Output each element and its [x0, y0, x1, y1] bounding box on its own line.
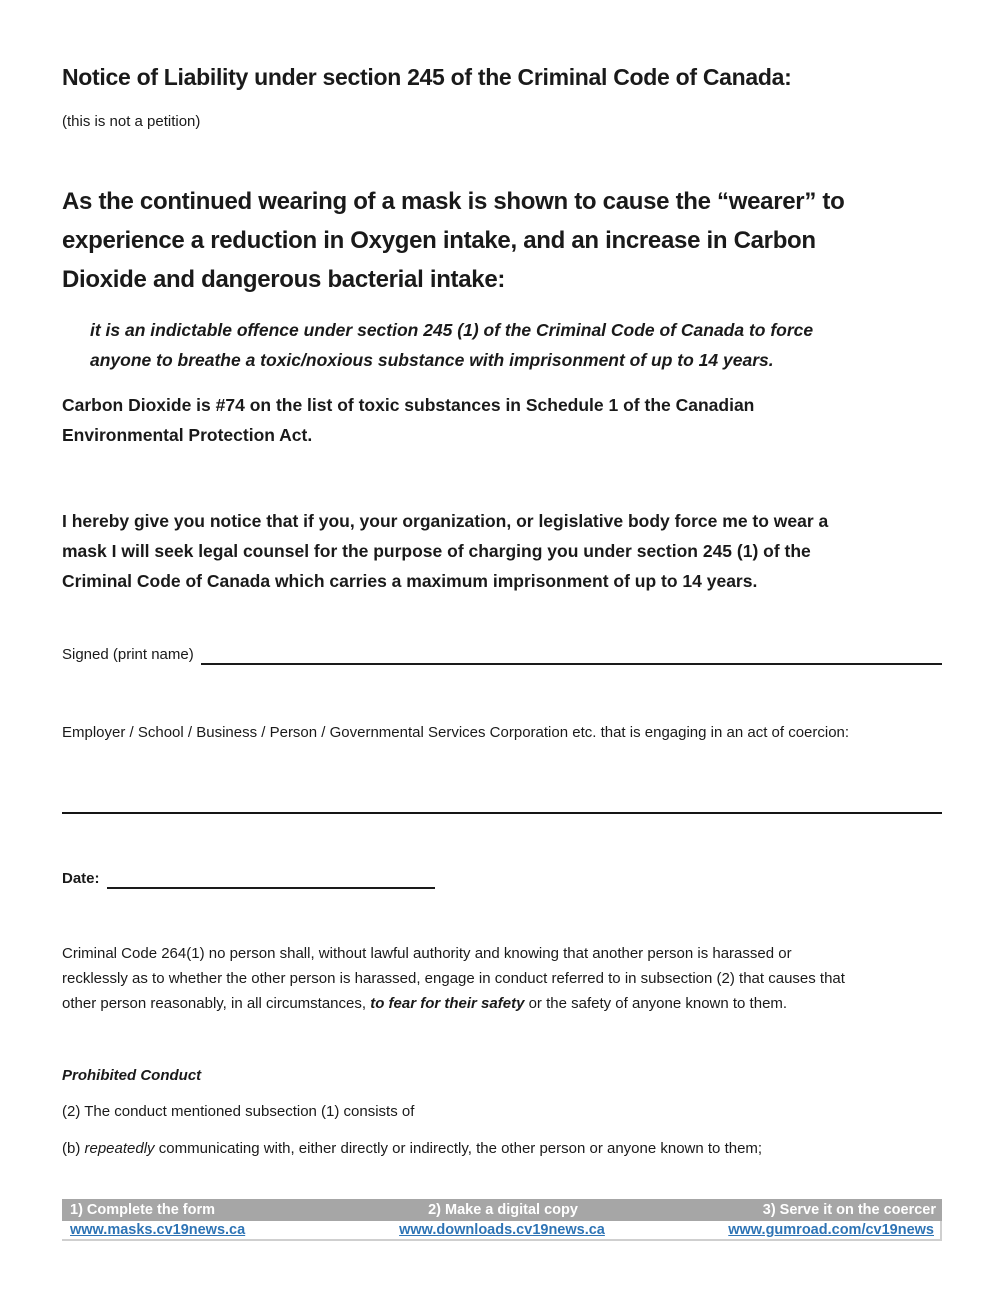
co2-note-line: Environmental Protection Act. [62, 425, 313, 445]
step-header-digital-copy: 2) Make a digital copy [428, 1202, 578, 1218]
signed-field-row [62, 645, 942, 665]
footer-link-downloads[interactable]: www.downloads.cv19news.ca [399, 1222, 605, 1238]
signed-blank-line [201, 648, 942, 665]
claim-heading-line: As the continued wearing of a mask is shown to cause the “wearer” to [62, 188, 845, 215]
footer-step-header-row [62, 1199, 942, 1221]
offence-note-line: anyone to breathe a toxic/noxious substance with imprisonment of up to 14 years. [90, 350, 774, 370]
notice-paragraph-line: mask I will seek legal counsel for the purpose of charging you under section 245 (1) of the [62, 541, 811, 561]
step-header-serve-coercer: 3) Serve it on the coercer [762, 1202, 937, 1218]
co2-note [62, 390, 942, 450]
claim-heading-line: Dioxide and dangerous bacterial intake: [62, 266, 506, 293]
conduct-item-b [62, 1139, 942, 1159]
co2-note-line: Carbon Dioxide is #74 on the list of toxic substances in Schedule 1 of the Canadian [62, 395, 755, 415]
conduct-item-b-prefix: (b) [62, 1140, 85, 1157]
offence-note [90, 315, 942, 375]
conduct-item-2: (2) The conduct mentioned subsection (1) consists of [62, 1103, 415, 1120]
date-blank-line [107, 872, 435, 889]
conduct-item-b-italic: repeatedly [84, 1140, 155, 1157]
footer-links-row [62, 1221, 942, 1241]
offence-note-line: it is an indictable offence under section 245 (1) of the Criminal Code of Canada to force [90, 320, 814, 340]
footer-steps-table [62, 1199, 942, 1241]
claim-heading [62, 182, 942, 299]
document-title: Notice of Liability under section 245 of the Criminal Code of Canada: [62, 64, 792, 90]
footer-link-gumroad[interactable]: www.gumroad.com/cv19news [728, 1222, 934, 1238]
conduct-item-b-rest: communicating with, either directly or indirectly, the other person or anyone known to them; [154, 1140, 763, 1157]
criminal-code-emphasis: to fear for their safety [370, 995, 525, 1012]
notice-paragraph [62, 506, 942, 596]
notice-paragraph-line: I hereby give you notice that if you, your organization, or legislative body force me to wear a [62, 511, 829, 531]
criminal-code-text: or the safety of anyone known to them. [524, 995, 788, 1012]
date-label: Date: [62, 870, 100, 887]
employer-label: Employer / School / Business / Person / Governmental Services Corporation etc. that is engaging in an act of coercion: [62, 724, 850, 741]
footer-link-masks[interactable]: www.masks.cv19news.ca [70, 1222, 246, 1238]
notice-paragraph-line: Criminal Code of Canada which carries a maximum imprisonment of up to 14 years. [62, 571, 758, 591]
criminal-code-paragraph [62, 941, 942, 1016]
step-header-complete-form: 1) Complete the form [70, 1202, 216, 1218]
criminal-code-line: recklessly as to whether the other person is harassed, engage in conduct referred to in subsection (2) that causes that [62, 970, 845, 987]
document-subtitle: (this is not a petition) [62, 113, 201, 130]
prohibited-conduct-heading: Prohibited Conduct [62, 1067, 202, 1084]
criminal-code-text: other person reasonably, in all circumstances, [62, 995, 371, 1012]
claim-heading-line: experience a reduction in Oxygen intake, and an increase in Carbon [62, 227, 816, 254]
criminal-code-line: Criminal Code 264(1) no person shall, without lawful authority and knowing that another person is harassed or [62, 945, 792, 962]
criminal-code-line [62, 991, 942, 1016]
employer-blank-line [62, 812, 942, 814]
date-field-row [62, 869, 942, 889]
signed-label: Signed (print name) [62, 646, 194, 663]
